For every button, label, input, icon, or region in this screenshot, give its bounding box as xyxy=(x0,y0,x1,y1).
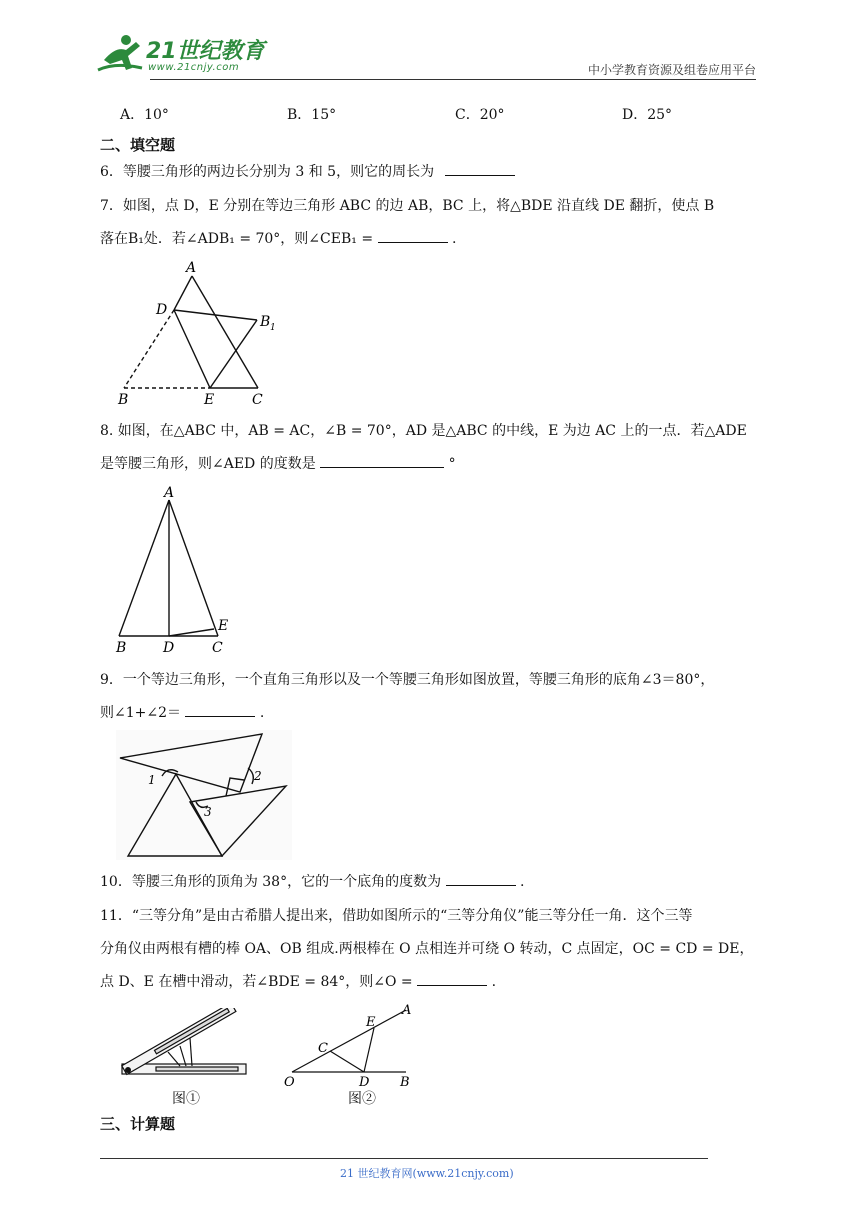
q9-answer-blank[interactable] xyxy=(185,702,255,717)
q5-option-a: A．10° xyxy=(120,107,169,123)
q9-figure-background xyxy=(116,730,292,860)
section-title-fill-blank: 二、填空题 xyxy=(100,136,176,154)
section-title-calculation: 三、计算题 xyxy=(100,1115,176,1133)
q11-fig1-link-3 xyxy=(190,1038,192,1066)
q11-fig1-rod-ob-slot xyxy=(156,1067,238,1071)
q11-fig1-caption: 图① xyxy=(172,1091,200,1107)
q8-edge-ac xyxy=(169,500,218,636)
question-7-line2 xyxy=(100,228,456,250)
q9-line2-text: 则∠1+∠2＝ xyxy=(100,705,182,721)
q8-figure xyxy=(110,484,260,654)
q9-line1: 9．一个等边三角形，一个直角三角形以及一个等腰三角形如图放置，等腰三角形的底角∠3＝80°， xyxy=(100,672,715,688)
question-9-line2 xyxy=(100,702,264,724)
q11-fig1-pivot-icon xyxy=(125,1067,131,1073)
q11-line3-end: . xyxy=(491,974,497,990)
q11-fig2-label-o: O xyxy=(284,1075,295,1088)
q11-fig2-label-d: D xyxy=(359,1075,370,1088)
q9-line2-end: . xyxy=(259,705,265,721)
q7-label-d: D xyxy=(156,302,168,318)
q11-answer-blank[interactable] xyxy=(417,971,487,986)
q7-label-b: B xyxy=(118,392,129,408)
q8-line1: 8. 如图，在△ABC 中，AB = AC，∠B = 70°，AD 是△ABC 的中线，E 为边 AC 上的一点．若△ADE xyxy=(100,423,747,439)
q11-fig2-caption: 图② xyxy=(348,1091,376,1107)
q8-label-b: B xyxy=(116,640,127,654)
q8-edge-de xyxy=(169,629,214,636)
q7-edge-de xyxy=(174,310,210,388)
q11-fig2-seg-de xyxy=(364,1028,374,1072)
q7-answer-blank[interactable] xyxy=(378,228,448,243)
q5-option-c: C．20° xyxy=(455,107,505,123)
q8-answer-blank[interactable] xyxy=(320,453,444,468)
q7-edge-db1 xyxy=(174,310,257,320)
q8-line2-end: ° xyxy=(448,456,456,472)
q10-text: 10．等腰三角形的顶角为 38°，它的一个底角的度数为 xyxy=(100,874,442,890)
question-6 xyxy=(100,161,515,183)
q8-edge-ab xyxy=(119,500,169,636)
q5-option-b: B．15° xyxy=(287,107,337,123)
q11-fig2-label-c: C xyxy=(318,1041,328,1056)
logo-url: www.21cnjy.com xyxy=(148,62,240,73)
q8-label-c: C xyxy=(212,640,223,654)
q11-figure-1 xyxy=(120,1008,250,1080)
q11-figure-2 xyxy=(282,1002,422,1088)
q11-line2: 分角仪由两根有槽的棒 OA、OB 组成.两根棒在 O 点相连并可绕 O 转动，C 点固定，OC = CD = DE， xyxy=(100,941,754,957)
q7-figure xyxy=(112,258,292,408)
q7-line1: 7．如图，点 D，E 分别在等边三角形 ABC 的边 AB，BC 上，将△BDE 沿直线 DE 翻折，使点 B xyxy=(100,198,715,214)
q7-label-b1-sub: 1 xyxy=(270,323,276,333)
q7-label-b1: B xyxy=(260,314,271,330)
question-10 xyxy=(100,871,524,893)
q9-label-1: 1 xyxy=(148,773,156,787)
q7-line2-end: . xyxy=(451,231,457,247)
q11-fig2-seg-cd xyxy=(330,1051,364,1072)
footer-site-link[interactable]: 21 世纪教育网(www.21cnjy.com) xyxy=(340,1167,514,1180)
footer-rule xyxy=(100,1158,708,1159)
q11-fig1-rod-oa-slot xyxy=(154,1008,229,1053)
q7-line2-text: 落在B₁处．若∠ADB₁ = 70°，则∠CEB₁ = xyxy=(100,231,374,247)
q7-label-a: A xyxy=(186,260,197,276)
q6-text: 6．等腰三角形的两边长分别为 3 和 5，则它的周长为 xyxy=(100,164,435,180)
q11-fig2-label-b: B xyxy=(400,1075,410,1088)
header-rule xyxy=(150,79,756,80)
q11-line3-text: 点 D、E 在槽中滑动，若∠BDE = 84°，则∠O = xyxy=(100,974,413,990)
q8-label-d: D xyxy=(163,640,175,654)
q7-edge-eb1 xyxy=(210,320,257,388)
q7-label-e: E xyxy=(204,392,215,408)
q10-answer-blank[interactable] xyxy=(446,871,516,886)
q8-label-e: E xyxy=(218,618,229,634)
header-logo xyxy=(96,32,266,78)
runner-logo-icon xyxy=(96,32,146,76)
q9-label-2: 2 xyxy=(254,769,262,783)
logo-title: 21世纪教育 xyxy=(146,39,265,64)
q11-fig1-link-2 xyxy=(180,1046,186,1066)
question-8-line2 xyxy=(100,453,456,475)
q10-end: . xyxy=(519,874,525,890)
q8-line2-text: 是等腰三角形，则∠AED 的度数是 xyxy=(100,456,316,472)
q7-edge-db-dashed xyxy=(124,310,174,388)
q11-line1: 11．“三等分角”是由古希腊人提出来，借助如图所示的“三等分角仪”能三等分任一角．这个三等 xyxy=(100,908,693,924)
q8-label-a: A xyxy=(164,485,175,501)
q11-fig2-label-a: A xyxy=(402,1003,412,1018)
q9-figure xyxy=(116,730,292,860)
q6-answer-blank[interactable] xyxy=(445,161,515,176)
q5-option-d: D．25° xyxy=(622,107,673,123)
question-11-line3 xyxy=(100,971,496,993)
q7-edge-ad xyxy=(174,276,192,310)
q7-label-c: C xyxy=(252,392,263,408)
q9-label-3: 3 xyxy=(204,805,212,819)
header-platform-text: 中小学教育资源及组卷应用平台 xyxy=(587,63,756,77)
q11-fig2-label-e: E xyxy=(366,1015,376,1030)
